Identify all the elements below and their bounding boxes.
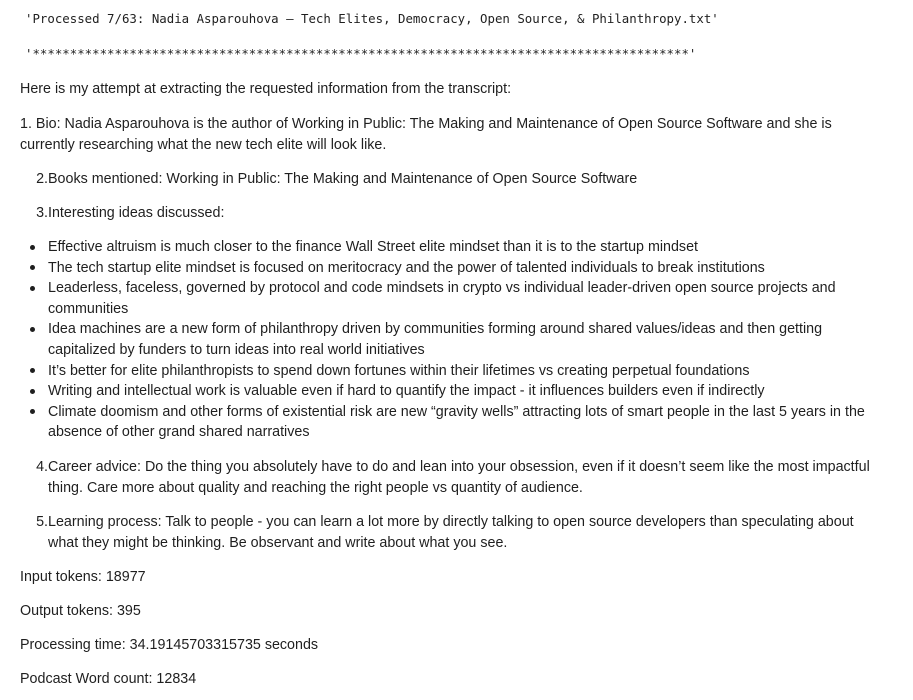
list-item: Climate doomism and other forms of existential risk are new “gravity wells” attracting lots of smart people in the last 5 years in the absence of other grand shared narratives bbox=[48, 402, 878, 443]
intro-text: Here is my attempt at extracting the requested information from the transcript: bbox=[20, 81, 512, 97]
section-number: 4. bbox=[36, 459, 48, 475]
section-books bbox=[20, 169, 880, 190]
list-item: It’s better for elite philanthropists to spend down fortunes within their lifetimes vs creating perpetual foundations bbox=[48, 361, 878, 382]
section-career-advice bbox=[20, 457, 880, 498]
section-text: Books mentioned: Working in Public: The Making and Maintenance of Open Source Software bbox=[48, 171, 638, 187]
section-number: 5. bbox=[36, 514, 48, 530]
section-bio bbox=[20, 114, 880, 155]
ideas-list bbox=[20, 237, 878, 443]
section-number: 2. bbox=[36, 171, 48, 187]
processed-file-line: 'Processed 7/63: Nadia Asparouhova – Tech Elites, Democracy, Open Source, & Philanthropy.txt' bbox=[25, 11, 719, 26]
output-tokens: Output tokens: 395 bbox=[20, 603, 141, 619]
podcast-word-count: Podcast Word count: 12834 bbox=[20, 671, 197, 687]
processing-time: Processing time: 34.19145703315735 seconds bbox=[20, 637, 319, 653]
list-item: Writing and intellectual work is valuable even if hard to quantify the impact - it influences builders even if indirectly bbox=[48, 381, 878, 402]
section-number: 1. bbox=[20, 116, 32, 132]
list-item: Leaderless, faceless, governed by protocol and code mindsets in crypto vs individual leader-driven open source projects and communities bbox=[48, 278, 878, 319]
list-item: Idea machines are a new form of philanthropy driven by communities forming around shared values/ideas and then getting capitalized by funders to turn ideas into real world initiatives bbox=[48, 319, 878, 360]
list-item: The tech startup elite mindset is focused on meritocracy and the power of talented individuals to break institutions bbox=[48, 258, 878, 279]
section-ideas-heading bbox=[20, 203, 880, 224]
section-number: 3. bbox=[36, 205, 48, 221]
section-learning-process bbox=[20, 512, 880, 553]
section-text: Career advice: Do the thing you absolutely have to do and lean into your obsession, even if it doesn’t seem like the most impactful thing. Care more about quality and reaching the right people vs quantity of audience. bbox=[48, 459, 870, 496]
separator-line: '****************************************************************************************' bbox=[25, 46, 697, 61]
section-text: Learning process: Talk to people - you can learn a lot more by directly talking to open source developers than speculating about what they might be thinking. Be observant and write about what you see. bbox=[48, 514, 854, 551]
section-text: Interesting ideas discussed: bbox=[48, 205, 225, 221]
list-item: Effective altruism is much closer to the finance Wall Street elite mindset than it is to the startup mindset bbox=[48, 237, 878, 258]
section-text: Bio: Nadia Asparouhova is the author of Working in Public: The Making and Maintenance of Open Source Software and she is currently researching what the new tech elite will look like. bbox=[20, 116, 832, 153]
input-tokens: Input tokens: 18977 bbox=[20, 569, 146, 585]
